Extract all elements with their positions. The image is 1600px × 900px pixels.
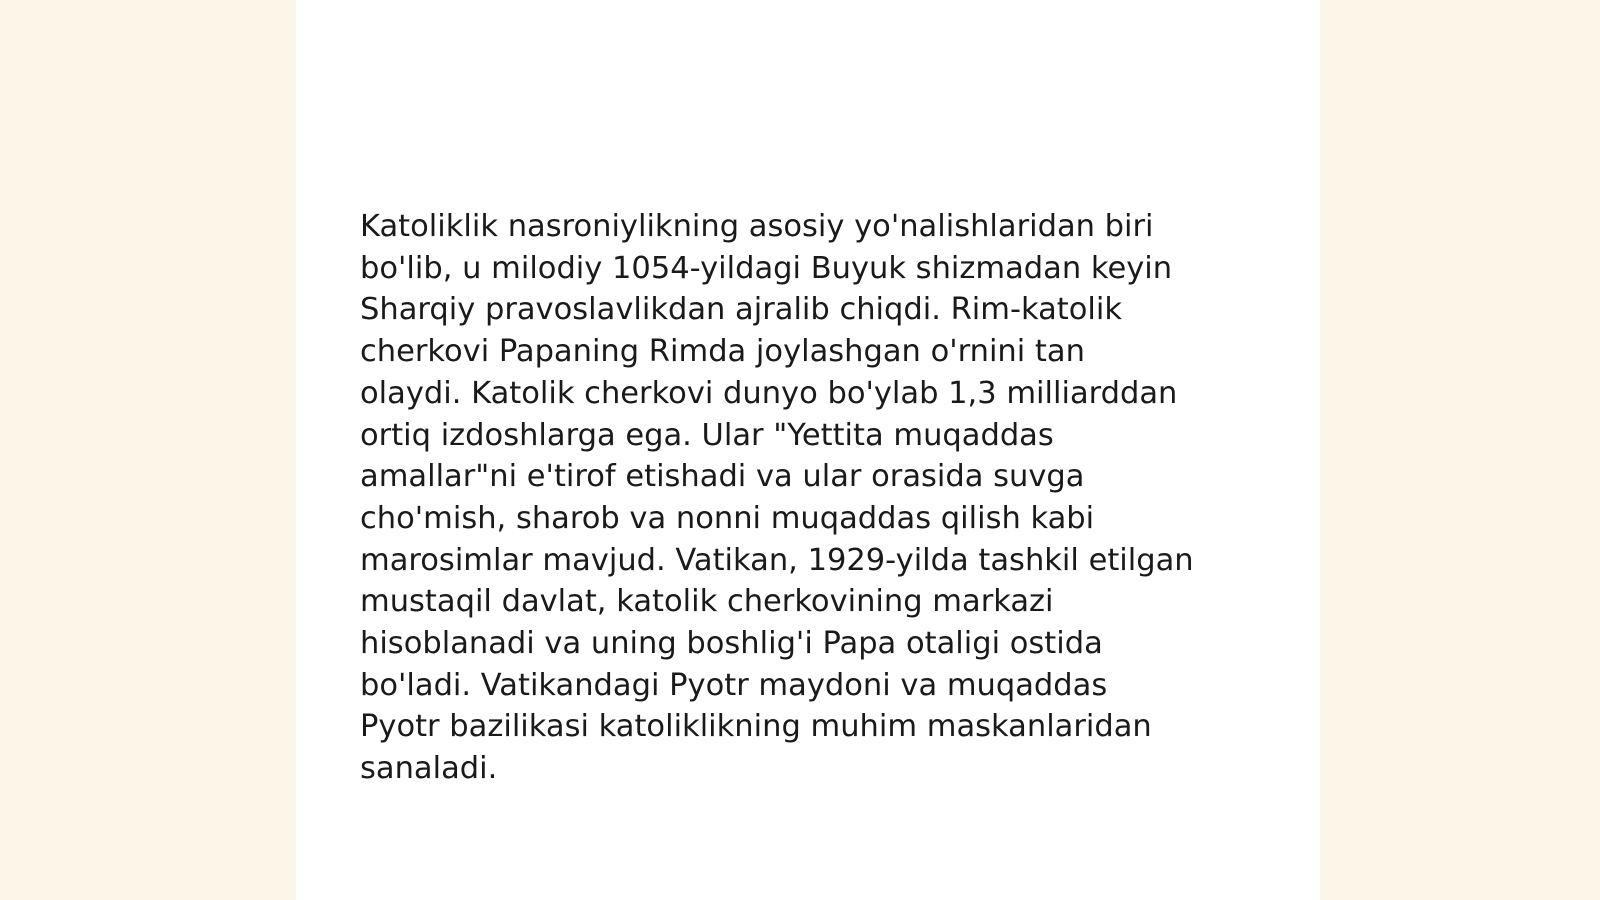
slide-page	[296, 0, 1320, 900]
paragraph-line: ortiq izdoshlarga ega. Ular "Yettita muqaddas	[360, 417, 1054, 453]
paragraph-line: amallar"ni e'tirof etishadi va ular orasida suvga	[360, 459, 1085, 495]
paragraph-line: cho'mish, sharob va nonni muqaddas qilish kabi	[360, 500, 1095, 536]
paragraph-line: mustaqil davlat, katolik cherkovining markazi	[360, 584, 1054, 620]
paragraph-line: marosimlar mavjud. Vatikan, 1929-yilda tashkil etilgan	[360, 542, 1194, 578]
body-paragraph	[360, 206, 1260, 790]
paragraph-line: bo'lib, u milodiy 1054-yildagi Buyuk shizmadan keyin	[360, 250, 1173, 286]
paragraph-line: cherkovi Papaning Rimda joylashgan o'rnini tan	[360, 334, 1085, 370]
paragraph-line: Pyotr bazilikasi katoliklikning muhim maskanlaridan	[360, 709, 1152, 745]
paragraph-line: olaydi. Katolik cherkovi dunyo bo'ylab 1,3 milliarddan	[360, 375, 1178, 411]
paragraph-line: sanaladi.	[360, 751, 498, 787]
paragraph-line: hisoblanadi va uning boshlig'i Papa otaligi ostida	[360, 626, 1103, 662]
paragraph-line: Katoliklik nasroniylikning asosiy yo'nalishlaridan biri	[360, 209, 1154, 244]
paragraph-line: Sharqiy pravoslavlikdan ajralib chiqdi. Rim-katolik	[360, 292, 1123, 328]
paragraph-line: bo'ladi. Vatikandagi Pyotr maydoni va muqaddas	[360, 667, 1108, 703]
